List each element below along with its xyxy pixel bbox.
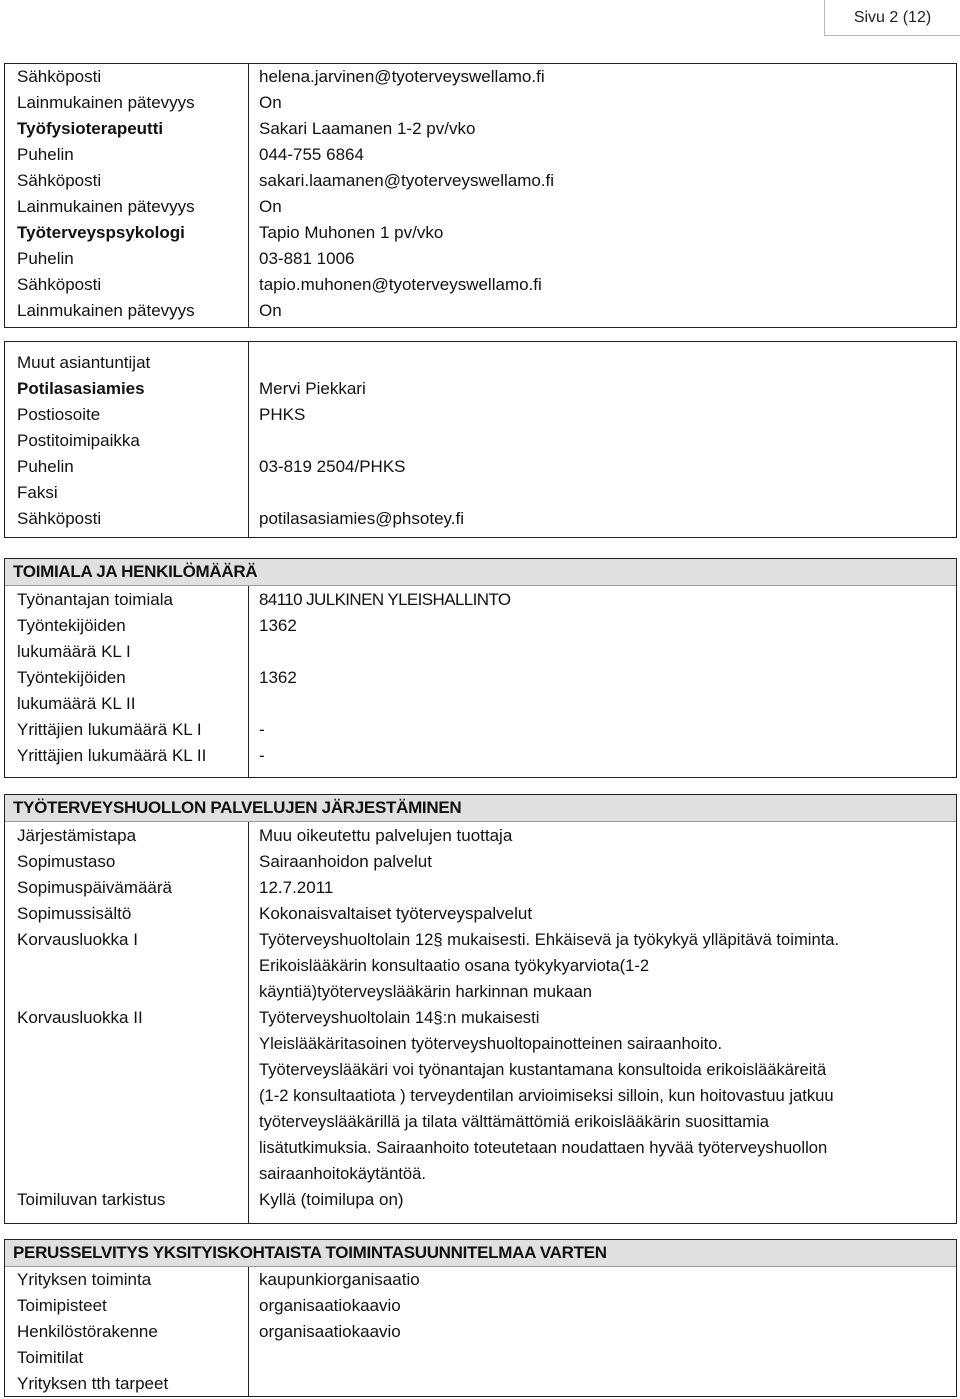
content-value: Kokonaisvaltaiset työterveyspalvelut: [259, 904, 533, 923]
experts_rows-label: Sähköposti: [17, 509, 102, 528]
staff-label: Sähköposti: [17, 171, 102, 190]
other-experts-section: [4, 341, 957, 538]
date-row: [17, 875, 952, 901]
experts_rows-value: Mervi Piekkari: [259, 379, 366, 398]
experts_rows-row: [17, 506, 952, 532]
staff-value: helena.jarvinen@tyoterveyswellamo.fi: [259, 67, 545, 86]
survey_rows-label: Yrityksen toiminta: [17, 1270, 152, 1289]
employer-industry-label: Työnantajan toimiala: [17, 590, 173, 609]
license-value: Kyllä (toimilupa on): [259, 1190, 404, 1209]
employees-kl2-row: [17, 665, 952, 691]
class2-line: työterveyslääkärillä ja tilata välttämättömiä erikoislääkärin suosittamia: [259, 1112, 770, 1131]
staff-label: Puhelin: [17, 145, 74, 164]
staff-label: Sähköposti: [17, 67, 102, 86]
level-label: Sopimustaso: [17, 852, 116, 871]
employees-kl2-row-2: [17, 691, 952, 717]
content-row: [17, 901, 952, 927]
method-label: Järjestämistapa: [17, 826, 137, 845]
class1-line: Työterveyshuoltolain 12§ mukaisesti. Ehkäisevä ja työkykyä ylläpitävä toiminta.: [259, 930, 840, 949]
class2-text: [259, 1005, 834, 1187]
staff-row: [17, 220, 952, 246]
experts_rows-value: PHKS: [259, 405, 306, 424]
date-label: Sopimuspäivämäärä: [17, 878, 172, 897]
staff-row: [17, 142, 952, 168]
staff-row: [17, 246, 952, 272]
class1-line: käyntiä)työterveyslääkärin harkinnan mukaan: [259, 982, 592, 1001]
class2-line: Työterveyshuoltolain 14§:n mukaisesti: [259, 1008, 540, 1027]
staff-value: sakari.laamanen@tyoterveyswellamo.fi: [259, 171, 555, 190]
survey_rows-value: organisaatiokaavio: [259, 1296, 401, 1315]
employer-industry-value: 84110 JULKINEN YLEISHALLINTO: [259, 590, 511, 609]
employees-kl1-row-2: [17, 639, 952, 665]
staff-label: Lainmukainen pätevyys: [17, 197, 195, 216]
staff-value: On: [259, 197, 282, 216]
survey-title: PERUSSELVITYS YKSITYISKOHTAISTA TOIMINTASUUNNITELMAA VARTEN: [5, 1240, 956, 1267]
survey_rows-row: [17, 1371, 952, 1397]
employees-kl1-label-2: lukumäärä KL I: [17, 642, 131, 661]
staff-label: Lainmukainen pätevyys: [17, 93, 195, 112]
class2-line: Yleislääkäritasoinen työterveyshuoltopainotteinen sairaanhoito.: [259, 1034, 723, 1053]
staff-label: Työterveyspsykologi: [17, 223, 185, 242]
staff-row: [17, 64, 952, 90]
staff-row: [17, 168, 952, 194]
staff-label: Sähköposti: [17, 275, 102, 294]
staff-contacts-section: [4, 63, 957, 328]
staff-row: [17, 116, 952, 142]
method-row: [17, 823, 952, 849]
staff-row: [17, 298, 952, 324]
experts_rows-row: [17, 454, 952, 480]
experts_rows-label: Potilasasiamies: [17, 379, 145, 398]
level-row: [17, 849, 952, 875]
staff-label: Lainmukainen pätevyys: [17, 301, 195, 320]
staff-value: On: [259, 301, 282, 320]
license-row: [17, 1187, 952, 1213]
survey_rows-label: Yrityksen tth tarpeet: [17, 1374, 169, 1393]
survey_rows-label: Toimitilat: [17, 1348, 84, 1367]
employees-kl1-row: [17, 613, 952, 639]
experts_rows-row: [17, 428, 952, 454]
employees-kl1-value: 1362: [259, 616, 297, 635]
class2-line: (1-2 konsultaatiota ) terveydentilan arvioimiseksi silloin, kun hoitovastuu jatkuu: [259, 1086, 834, 1105]
class1-line: Erikoislääkärin konsultaatio osana työkykyarviota(1-2: [259, 956, 650, 975]
staff-value: tapio.muhonen@tyoterveyswellamo.fi: [259, 275, 542, 294]
survey-section: [4, 1239, 957, 1397]
class1-label: Korvausluokka I: [17, 930, 138, 949]
staff-value: Tapio Muhonen 1 pv/vko: [259, 223, 444, 242]
entrepreneurs-kl2-row: [17, 743, 952, 769]
staff-row: [17, 272, 952, 298]
experts-title: Muut asiantuntijat: [17, 353, 151, 372]
organisation-section: [4, 794, 957, 1224]
content-label: Sopimussisältö: [17, 904, 132, 923]
experts_rows-value: potilasasiamies@phsotey.fi: [259, 509, 464, 528]
organisation-title: TYÖTERVEYSHUOLLON PALVELUJEN JÄRJESTÄMINEN: [5, 795, 956, 822]
survey_rows-value: kaupunkiorganisaatio: [259, 1270, 420, 1289]
survey_rows-value: organisaatiokaavio: [259, 1322, 401, 1341]
survey_rows-label: Henkilöstörakenne: [17, 1322, 158, 1341]
experts-title-row: [17, 350, 952, 376]
entrepreneurs-kl2-value: -: [259, 746, 265, 765]
class1-text: [259, 927, 839, 1005]
class2-label: Korvausluokka II: [17, 1008, 143, 1027]
employees-kl2-label-1: Työntekijöiden: [17, 668, 126, 687]
survey_rows-label: Toimipisteet: [17, 1296, 107, 1315]
industry-row: [17, 587, 952, 613]
staff-value: On: [259, 93, 282, 112]
survey_rows-row: [17, 1319, 952, 1345]
experts_rows-row: [17, 376, 952, 402]
license-label: Toimiluvan tarkistus: [17, 1190, 166, 1209]
survey_rows-row: [17, 1293, 952, 1319]
entrepreneurs-kl2-label: Yrittäjien lukumäärä KL II: [17, 746, 207, 765]
survey_rows-row: [17, 1267, 952, 1293]
employees-kl2-value: 1362: [259, 668, 297, 687]
experts_rows-label: Postiosoite: [17, 405, 101, 424]
staff-value: Sakari Laamanen 1-2 pv/vko: [259, 119, 476, 138]
date-value: 12.7.2011: [259, 878, 334, 897]
industry-section: [4, 558, 957, 778]
staff-label: Puhelin: [17, 249, 74, 268]
experts_rows-label: Postitoimipaikka: [17, 431, 140, 450]
employees-kl2-label-2: lukumäärä KL II: [17, 694, 136, 713]
staff-row: [17, 194, 952, 220]
staff-value: 044-755 6864: [259, 145, 364, 164]
class2-line: lisätutkimuksia. Sairaanhoito toteutetaan noudattaen hyvää työterveyshuollon: [259, 1138, 828, 1157]
experts_rows-label: Faksi: [17, 483, 58, 502]
entrepreneurs-kl1-value: -: [259, 720, 265, 739]
entrepreneurs-kl1-label: Yrittäjien lukumäärä KL I: [17, 720, 202, 739]
staff-label: Työfysioterapeutti: [17, 119, 164, 138]
employees-kl1-label-1: Työntekijöiden: [17, 616, 126, 635]
staff-row: [17, 90, 952, 116]
page-number: Sivu 2 (12): [824, 0, 960, 36]
experts_rows-label: Puhelin: [17, 457, 74, 476]
class2-line: Työterveyslääkäri voi työnantajan kustantamana konsultoida erikoislääkäreitä: [259, 1060, 827, 1079]
experts_rows-row: [17, 480, 952, 506]
class2-line: sairaanhoitokäytäntöä.: [259, 1164, 426, 1183]
level-value: Sairaanhoidon palvelut: [259, 852, 432, 871]
staff-value: 03-881 1006: [259, 249, 355, 268]
industry-title: TOIMIALA JA HENKILÖMÄÄRÄ: [5, 559, 956, 586]
survey_rows-row: [17, 1345, 952, 1371]
experts_rows-row: [17, 402, 952, 428]
method-value: Muu oikeutettu palvelujen tuottaja: [259, 826, 513, 845]
entrepreneurs-kl1-row: [17, 717, 952, 743]
experts_rows-value: 03-819 2504/PHKS: [259, 457, 406, 476]
